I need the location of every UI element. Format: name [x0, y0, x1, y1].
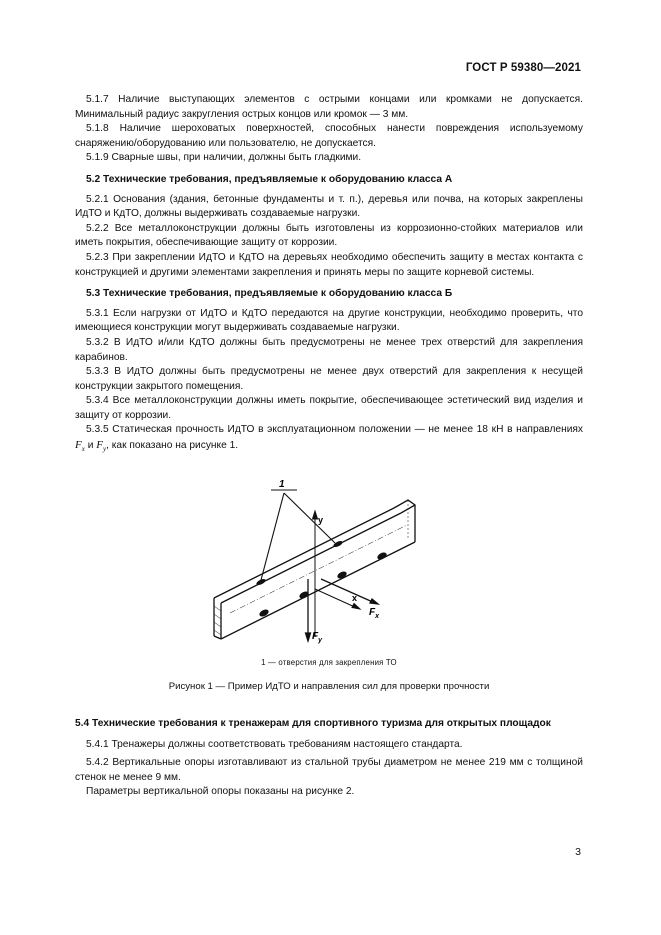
- force-fy-arrow: [306, 579, 311, 641]
- y-axis-label: y: [318, 514, 324, 525]
- clause-5-1-7: 5.1.7 Наличие выступающих элементов с острыми концами или кромками не допускается. Минимальный радиус закругления острых концов или кромок — 3 мм.: [75, 94, 583, 120]
- axis-line: [230, 525, 407, 613]
- clause-5-3-5-and: и: [87, 440, 94, 452]
- force-fx-arrow: [321, 579, 378, 604]
- clause-5-3-5-text: 5.3.5 Статическая прочность ИдТО в эксплуатационном положении — не менее 18 кН в направлениях: [86, 424, 583, 436]
- clause-5-3-2: 5.3.2 В ИдТО и/или КдТО должны быть предусмотрены не менее трех отверстий для закрепления карабинов.: [75, 336, 583, 363]
- figure-1: [75, 463, 583, 653]
- figure-1-legend: 1 — отверстия для закрепления ТО: [261, 657, 397, 667]
- clause-5-3-1: 5.3.1 Если нагрузки от ИдТО и КдТО передаются на другие конструкции, необходимо проверить, что имеющиеся конструкции могут выдерживать создаваемые нагрузки.: [75, 307, 583, 334]
- section-5-2-heading: 5.2 Технические требования, предъявляемые к оборудованию класса А: [86, 173, 453, 185]
- clause-5-1-9: 5.1.9 Сварные швы, при наличии, должны быть гладкими.: [86, 152, 362, 164]
- force-fx-label: $F_x$: [369, 606, 380, 620]
- y-axis: [313, 511, 318, 637]
- force-fy-label: $F_y$: [312, 630, 323, 644]
- clause-5-3-5-tail: , как показано на рисунке 1.: [106, 440, 239, 452]
- clause-5-3-5: [75, 423, 583, 456]
- section-5-3-heading: 5.3 Технические требования, предъявляемые к оборудованию класса Б: [86, 288, 453, 300]
- clause-5-4-2: 5.4.2 Вертикальные опоры изготавливают из стальной трубы диаметром не менее 219 мм с толщиной стенок не менее 9 мм.: [75, 757, 583, 783]
- document-header: ГОСТ Р 59380—2021: [465, 62, 581, 74]
- force-fy-symbol: $F_y$: [96, 439, 107, 454]
- clause-5-4-1: 5.4.1 Тренажеры должны соответствовать требованиям настоящего стандарта.: [86, 738, 463, 750]
- x-axis-label: x: [352, 592, 358, 603]
- clause-5-2-2: 5.2.2 Все металлоконструкции должны быть изготовлены из коррозионно-стойких материалов или иметь покрытия, обеспечивающие защиту от коррозии.: [75, 222, 583, 249]
- clause-5-3-3: 5.3.3 В ИдТО должны быть предусмотрены не менее двух отверстий для закрепления к несущей конструкции закрытого помещения.: [75, 366, 583, 392]
- page-number: 3: [575, 846, 581, 858]
- clause-5-1-8: 5.1.8 Наличие шероховатых поверхностей, способных нанести повреждения используемому снаряжению/оборудованию или пользователю, не допускается.: [75, 123, 583, 149]
- clause-5-2-3: 5.2.3 При закреплении ИдТО и КдТО на деревьях необходимо обеспечить защиту в местах контакта с конструкцией и другими элементами закрепления и принять меры по защите корневой системы.: [75, 251, 583, 278]
- figure-1-caption: Рисунок 1 — Пример ИдТО и направления сил для проверки прочности: [168, 681, 490, 693]
- clause-5-2-1: 5.2.1 Основания (здания, бетонные фундаменты и т. п.), деревья или почва, на которых закреплены ИдТО и КдТО, должны выдерживать создаваемые нагрузки.: [75, 193, 583, 220]
- hole-6: [376, 551, 388, 561]
- section-5-4-heading: 5.4 Технические требования к тренажерам для спортивного туризма для открытых площадок: [75, 718, 551, 730]
- flange-hatching: [214, 606, 221, 635]
- figure-2-reference: Параметры вертикальной опоры показаны на рисунке 2.: [86, 786, 355, 798]
- clause-5-3-4: 5.3.4 Все металлоконструкции должны иметь покрытие, обеспечивающее эстетический вид изделия и защиту от коррозии.: [75, 395, 583, 421]
- hole-3: [258, 608, 270, 618]
- force-fx-symbol: $F_x$: [75, 439, 85, 454]
- page-content: [75, 93, 583, 800]
- callout-number: 1: [279, 478, 285, 490]
- angle-profile-drawing: [185, 463, 465, 653]
